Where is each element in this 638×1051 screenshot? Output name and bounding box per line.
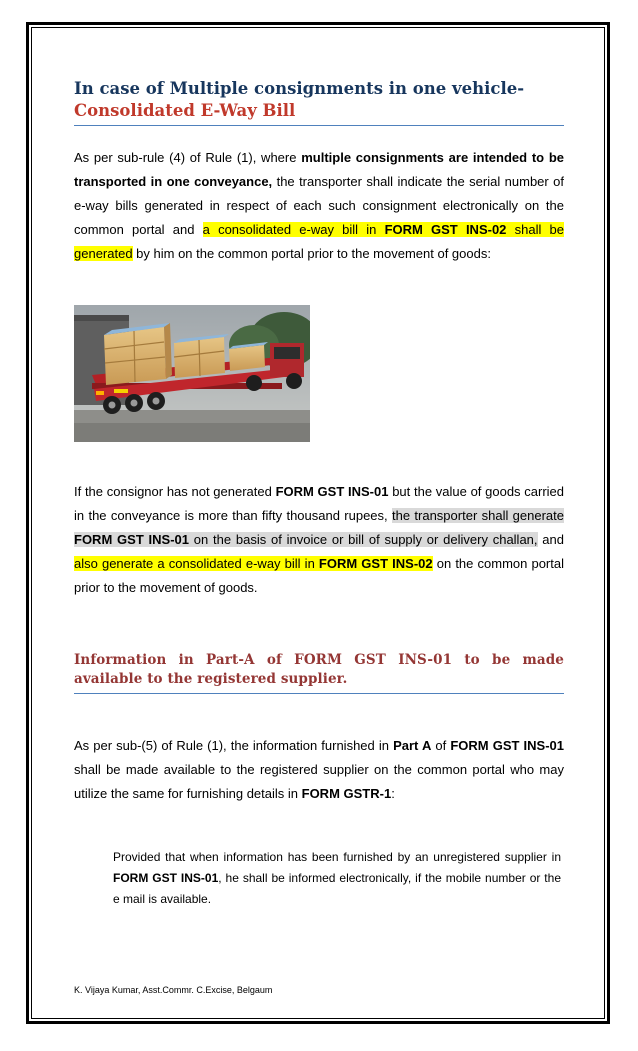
para1-text-2: the transporter shall indicate the serial number of e-way bills generated in respect of each such consignment electronically on the common portal and <box>74 174 564 237</box>
para2-text-4: on the common portal prior to the movement of goods. <box>74 556 564 595</box>
heading-part-a-text: Information in Part-A of FORM GST INS-01 to be made available to the registered supplier. <box>74 652 564 687</box>
proviso-text-2: , he shall be informed electronically, if the mobile number or the e mail is available. <box>113 871 561 906</box>
section-heading-part-a <box>74 651 564 694</box>
para2-yellow-highlight <box>74 556 433 571</box>
section-heading-consolidated <box>74 78 564 126</box>
para3-bold-2: FORM GST INS-01 <box>450 738 564 753</box>
paragraph-multiple-consignments <box>74 146 564 266</box>
para1-text-1: As per sub-rule (4) of Rule (1), where <box>74 150 302 165</box>
para3-text-4: : <box>391 786 395 801</box>
paragraph-part-a-availability <box>74 734 564 806</box>
para2-bold-1: FORM GST INS-01 <box>275 484 389 499</box>
para2-text-3: and <box>537 532 564 547</box>
para1-bold-1: multiple consignments are intended to be transported in one conveyance, <box>74 150 564 189</box>
heading-line-1: In case of Multiple consignments in one vehicle- <box>74 79 525 98</box>
para2-grey-text-2: on the basis of invoice or bill of supply or delivery challan, <box>189 532 538 547</box>
para2-grey-bold: FORM GST INS-01 <box>74 532 190 547</box>
para2-grey-text: the transporter shall generate <box>392 508 565 523</box>
proviso-text-1: Provided that when information has been furnished by an unregistered supplier in <box>113 850 561 864</box>
para3-text-2: of <box>431 738 451 753</box>
paragraph-consignor-not-generated <box>74 480 564 600</box>
para3-bold-3: FORM GSTR-1 <box>301 786 392 801</box>
para3-text-3: shall be made available to the registered supplier on the common portal who may utilize the same for furnishing details in <box>74 762 564 801</box>
heading-line-2: Consolidated E-Way Bill <box>74 101 296 120</box>
para1-highlight-text: a consolidated e-way bill in <box>202 222 385 237</box>
para2-yellow-bold: FORM GST INS-02 <box>318 556 433 571</box>
para1-text-3: by him on the common portal prior to the movement of goods: <box>132 246 491 261</box>
heading-underline <box>74 125 564 126</box>
para2-text-1: If the consignor has not generated <box>74 484 276 499</box>
proviso-bold-1: FORM GST INS-01 <box>113 871 219 885</box>
para2-yellow-text: also generate a consolidated e-way bill in <box>74 556 319 571</box>
para3-bold-1: Part A <box>393 738 432 753</box>
para1-highlight-bold: FORM GST INS-02 <box>384 222 507 237</box>
para3-text-1: As per sub-(5) of Rule (1), the information furnished in <box>74 738 394 753</box>
truck-with-crates-photo <box>74 305 310 442</box>
heading-part-a-underline <box>74 693 564 694</box>
para1-highlight-text-2: shall be generated <box>74 222 565 261</box>
proviso-paragraph <box>113 847 561 910</box>
para2-text-2: but the value of goods carried in the conveyance is more than fifty thousand rupees, <box>74 484 565 523</box>
page-footer: K. Vijaya Kumar, Asst.Commr. C.Excise, Belgaum <box>74 985 273 995</box>
